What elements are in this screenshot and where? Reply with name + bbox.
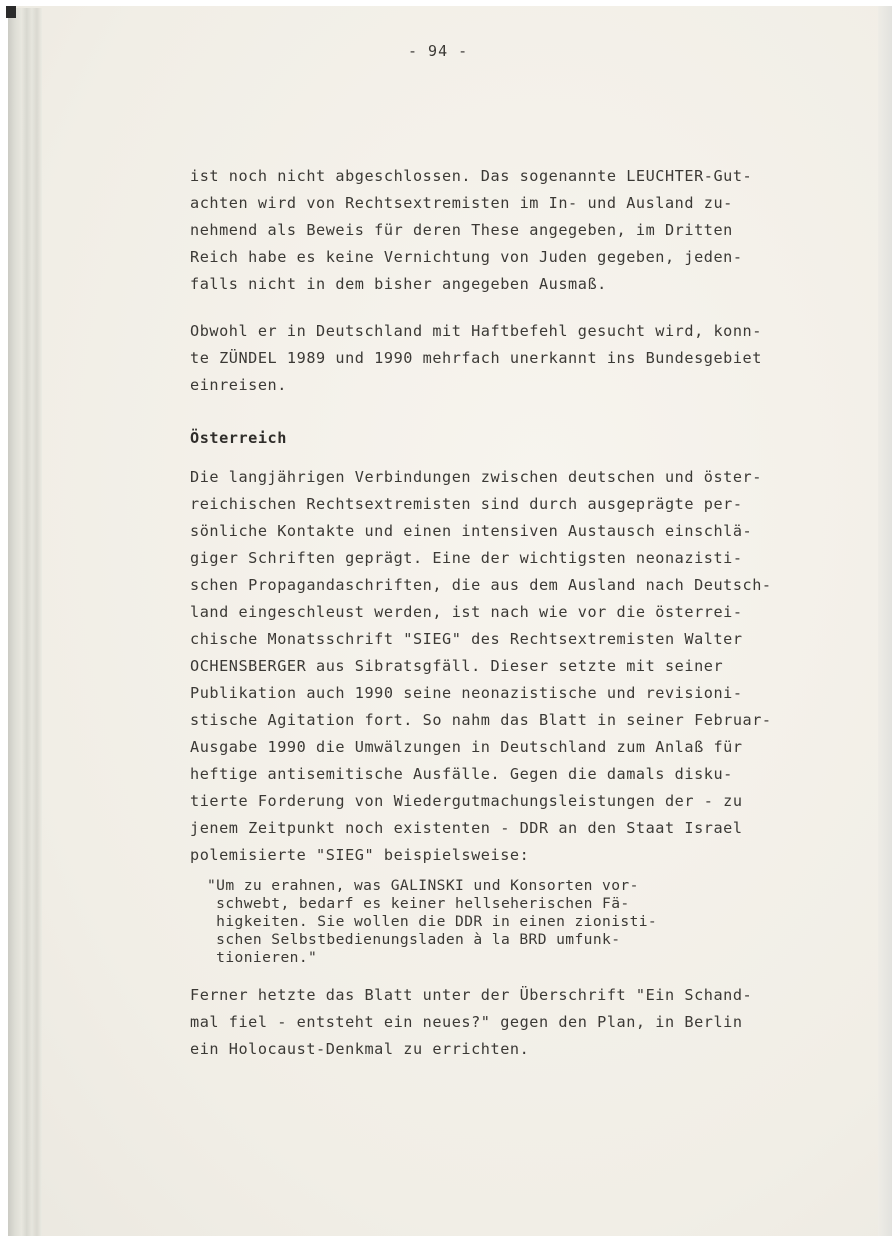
paragraph-2-line: Obwohl er in Deutschland mit Haftbefehl gesucht wird, konn- <box>190 322 762 340</box>
section-paragraph-line: reichischen Rechtsextremisten sind durch ausgeprägte per- <box>190 495 743 513</box>
quote-line: tionieren." <box>207 949 318 966</box>
paragraph-1-line: ist noch nicht abgeschlossen. Das sogenannte LEUCHTER-Gut- <box>190 167 753 185</box>
closing-paragraph-line: ein Holocaust-Denkmal zu errichten. <box>190 1040 530 1058</box>
section-paragraph-line: polemisierte "SIEG" beispielsweise: <box>190 846 530 864</box>
page-number: - 94 - <box>408 42 469 60</box>
section-heading: Österreich <box>190 429 287 447</box>
quote-line: schwebt, bedarf es keiner hellseherischen Fä- <box>207 895 630 912</box>
scan-corner-mark <box>6 6 16 18</box>
page-binding-edge <box>8 8 42 1236</box>
section-paragraph-line: land eingeschleust werden, ist nach wie vor die österrei- <box>190 603 743 621</box>
section-paragraph-line: schen Propagandaschriften, die aus dem Ausland nach Deutsch- <box>190 576 772 594</box>
section-paragraph-line: sönliche Kontakte und einen intensiven Austausch einschlä- <box>190 522 753 540</box>
section-paragraph-line: Die langjährigen Verbindungen zwischen deutschen und öster- <box>190 468 762 486</box>
paragraph-1-line: nehmend als Beweis für deren These angegeben, im Dritten <box>190 221 733 239</box>
section-paragraph-line: tierte Forderung von Wiedergutmachungsleistungen der - zu <box>190 792 743 810</box>
paragraph-1-line: achten wird von Rechtsextremisten im In- und Ausland zu- <box>190 194 733 212</box>
section-paragraph-line: Ausgabe 1990 die Umwälzungen in Deutschland zum Anlaß für <box>190 738 743 756</box>
section-paragraph-line: chische Monatsschrift "SIEG" des Rechtsextremisten Walter <box>190 630 743 648</box>
closing-paragraph-line: mal fiel - entsteht ein neues?" gegen den Plan, in Berlin <box>190 1013 743 1031</box>
section-paragraph-line: stische Agitation fort. So nahm das Blatt in seiner Februar- <box>190 711 772 729</box>
section-paragraph-line: heftige antisemitische Ausfälle. Gegen die damals disku- <box>190 765 733 783</box>
paragraph-1-line: falls nicht in dem bisher angegeben Ausmaß. <box>190 275 607 293</box>
section-paragraph-line: jenem Zeitpunkt noch existenten - DDR an den Staat Israel <box>190 819 743 837</box>
paragraph-2-line: einreisen. <box>190 376 287 394</box>
quote-line: higkeiten. Sie wollen die DDR in einen zionisti- <box>207 913 658 930</box>
section-paragraph-line: OCHENSBERGER aus Sibratsgfäll. Dieser setzte mit seiner <box>190 657 724 675</box>
page-right-edge <box>878 6 892 1238</box>
paragraph-1-line: Reich habe es keine Vernichtung von Juden gegeben, jeden- <box>190 248 743 266</box>
quote-line: "Um zu erahnen, was GALINSKI und Konsorten vor- <box>207 877 639 894</box>
paragraph-2-line: te ZÜNDEL 1989 und 1990 mehrfach unerkannt ins Bundesgebiet <box>190 349 762 367</box>
quote-line: schen Selbstbedienungsladen à la BRD umfunk- <box>207 931 621 948</box>
closing-paragraph-line: Ferner hetzte das Blatt unter der Überschrift "Ein Schand- <box>190 986 753 1004</box>
section-paragraph-line: giger Schriften geprägt. Eine der wichtigsten neonazisti- <box>190 549 743 567</box>
page-bottom-margin <box>8 1236 892 1244</box>
section-paragraph-line: Publikation auch 1990 seine neonazistische und revisioni- <box>190 684 743 702</box>
